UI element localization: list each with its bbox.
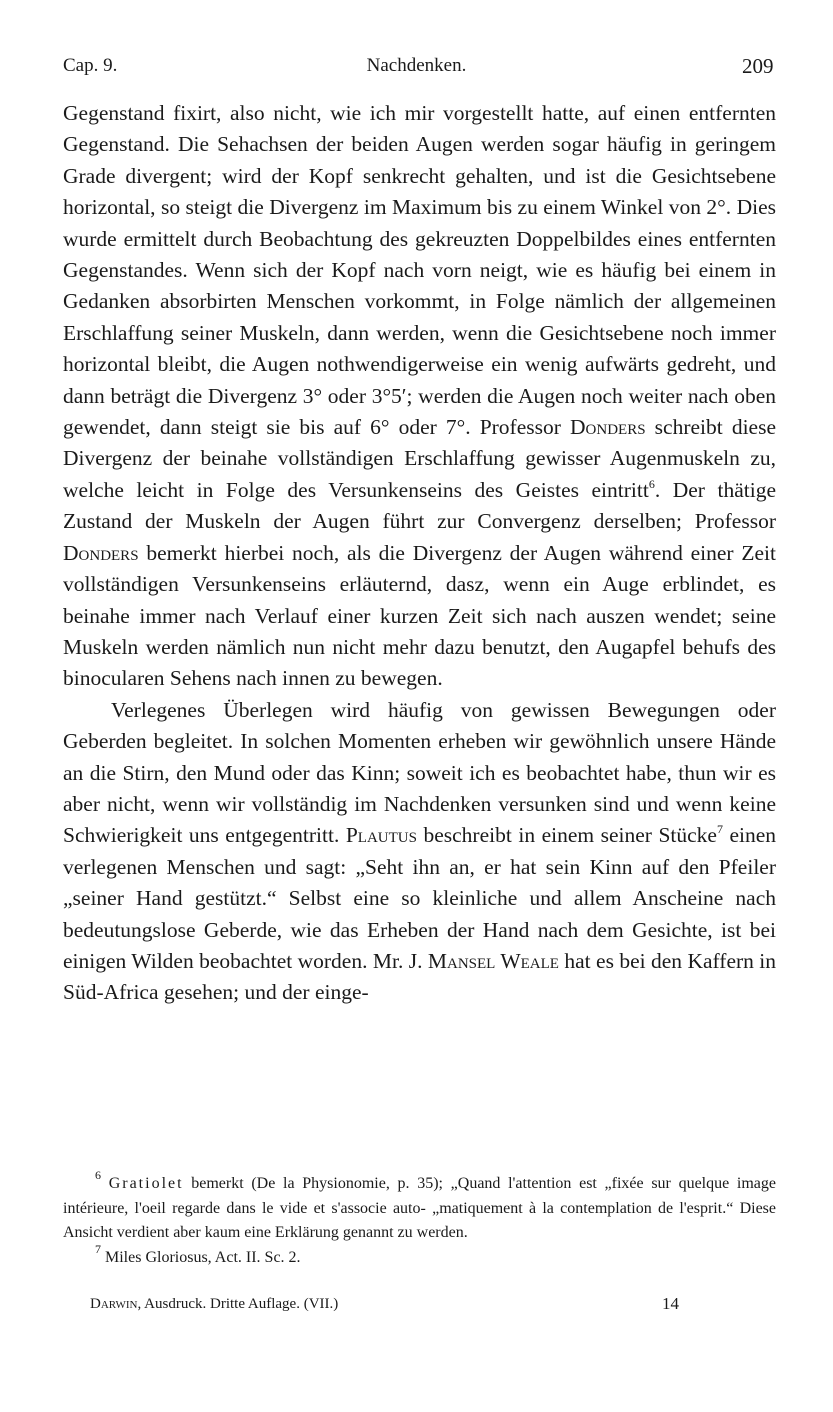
- main-text: [63, 98, 776, 1009]
- footnote-ref: 7: [716, 822, 723, 837]
- running-head-title: Nachdenken.: [366, 55, 467, 76]
- page-number: 209: [742, 54, 774, 78]
- signature-line: [90, 1294, 338, 1314]
- text-segment: hat es bei den Kaffern in Süd-Africa gesehen; und der einge-: [63, 948, 777, 1005]
- paragraph-2: [63, 695, 776, 1009]
- person-name: Donders: [570, 415, 646, 440]
- text-segment: Verlegenes Überlegen wird häufig von gewissen Bewegungen oder Geberden begleitet. In solchen Momenten erheben wir gewöhnlich unsere Hände an die Stirn, den Mund oder das Kinn; soweit ich es beobachtet habe, thun wir es aber nicht, wenn wir vollständig im Nachdenken versunken sind und wenn keine Schwierigkeit uns entgegentritt.: [63, 697, 776, 848]
- text-segment: . Der thätige Zustand der Muskeln der Augen führt zur Convergenz derselben; Professor: [63, 477, 776, 534]
- text-segment: Gegenstand fixirt, also nicht, wie ich mir vorgestellt hatte, auf einen entfernten Gegenstand. Die Sehachsen der beiden Augen werden sogar häufig in geringem Grade divergent; wird der Kopf senkrecht gehalten, und ist die Gesichtsebene horizontal, so steigt die Divergenz im Maximum bis zu einem Winkel von 2°. Dies wurde ermittelt durch Beobachtung des gekreuzten Doppelbildes eines entfernten Gegenstandes. Wenn sich der Kopf nach vorn neigt, wie es häufig bei einem in Gedanken absorbirten Menschen vorkommt, in Folge nämlich der allgemeinen Erschlaffung seiner Muskeln, dann werden, wenn die Gesichtsebene noch immer horizontal bleibt, die Augen nothwendigerweise ein wenig aufwärts gedreht, und dann beträgt die Divergenz 3° oder 3°5′; werden die Augen noch weiter nach oben gewendet, dann steigt sie bis auf 6° oder 7°. Professor: [63, 101, 776, 440]
- person-name: Plautus: [345, 823, 417, 848]
- footnote-text: Miles Gloriosus, Act. II. Sc. 2.: [105, 1248, 301, 1266]
- footnote-text: bemerkt (De la Physionomie, p. 35); „Quand l'attention est „fixée sur quelque image intérieure, l'oeil regarde dans le vide et s'associe auto- „matiquement à la contemplation de l'esprit.“ Diese Ansicht verdient aber kaum eine Erklärung genannt zu werden.: [63, 1175, 776, 1241]
- footnote-author: Gratiolet: [108, 1175, 184, 1192]
- person-name: Mansel Weale: [427, 948, 559, 973]
- text-segment: schreibt diese Divergenz der beinahe vollständigen Erschlaffung gewisser Augenmuskeln zu, welche leicht in Folge des Versunkenseins des Geistes eintritt: [63, 415, 777, 502]
- footnote-ref: 6: [648, 476, 655, 491]
- footnote-mark: 7: [95, 1241, 101, 1256]
- person-name: Donders: [63, 540, 139, 565]
- footnote-6: [63, 1168, 776, 1246]
- paragraph-1: [63, 98, 776, 695]
- running-head-chapter: Cap. 9.: [63, 55, 118, 76]
- text-segment: einen verlegenen Menschen und sagt: „Seht ihn an, er hat sein Kinn auf den Pfeiler „seiner Hand gestützt.“ Selbst eine so kleinliche und allem Anscheine nach bedeutungslose Geberde, wie das Erheben der Hand nach dem Gesichte, ist bei einigen Wilden beobachtet worden. Mr. J.: [63, 823, 777, 973]
- footnotes: [63, 1168, 776, 1270]
- signature-text: , Ausdruck. Dritte Auflage. (VII.): [137, 1296, 339, 1312]
- text-segment: bemerkt hierbei noch, als die Divergenz der Augen während einer Zeit vollständigen Versunkenseins erläuternd, dasz, wenn ein Auge erblindet, es beinahe immer nach Verlauf einer kurzen Zeit sich nach auszen wendet; seine Muskeln werden nämlich nun nicht mehr dazu benutzt, den Augapfel behufs des binocularen Sehens nach innen zu bewegen.: [63, 540, 776, 691]
- footnote-mark: 6: [95, 1168, 101, 1182]
- sheet-number: 14: [662, 1294, 679, 1313]
- text-segment: beschreibt in einem seiner Stücke: [423, 823, 717, 848]
- footnote-7: [63, 1241, 776, 1271]
- signature-author: Darwin: [90, 1296, 138, 1312]
